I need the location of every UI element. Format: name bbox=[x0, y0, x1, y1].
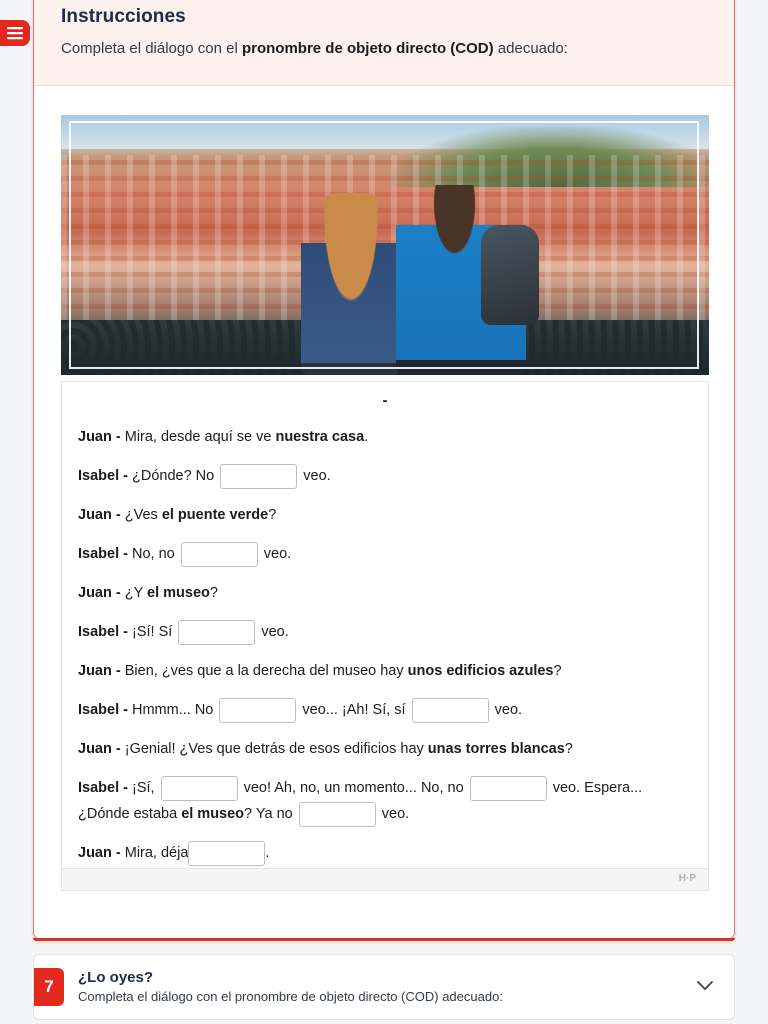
dialog-line-4: Isabel - No, no veo. bbox=[78, 541, 692, 567]
dialog-line-7: Juan - Bien, ¿ves que a la derecha del museo hay unos edificios azules? bbox=[78, 663, 562, 679]
activity-number-badge: 7 bbox=[34, 968, 64, 1006]
h5p-activity bbox=[61, 115, 709, 891]
answer-blank-8[interactable] bbox=[299, 802, 376, 827]
h5p-logo[interactable]: H·P bbox=[678, 873, 696, 884]
next-activity-item[interactable] bbox=[33, 954, 735, 1020]
h5p-footer bbox=[62, 868, 708, 890]
activity-card bbox=[33, 0, 735, 940]
instructions-text: Completa el diálogo con el pronombre de objeto directo (COD) adecuado: bbox=[61, 40, 568, 57]
dialog-line-1: Juan - Mira, desde aquí se ve nuestra casa. bbox=[78, 429, 369, 445]
dialog-line-11: Juan - Mira, déja . bbox=[78, 840, 692, 866]
answer-blank-5[interactable] bbox=[412, 698, 489, 723]
lisbon-couple-photo bbox=[61, 115, 709, 375]
answer-blank-2[interactable] bbox=[181, 542, 258, 567]
answer-blank-7[interactable] bbox=[470, 776, 547, 801]
answer-blank-3[interactable] bbox=[178, 620, 255, 645]
chevron-down-icon[interactable] bbox=[696, 979, 714, 991]
answer-blank-1[interactable] bbox=[220, 464, 297, 489]
answer-blank-9[interactable] bbox=[188, 841, 265, 866]
dialog-line-2: Isabel - ¿Dónde? No veo. bbox=[78, 463, 692, 489]
answer-blank-6[interactable] bbox=[161, 776, 238, 801]
activity-subtitle: Completa el diálogo con el pronombre de objeto directo (COD) adecuado: bbox=[78, 989, 503, 1004]
hamburger-menu-icon bbox=[7, 26, 23, 40]
dialog-line-9: Juan - ¡Genial! ¿Ves que detrás de esos edificios hay unas torres blancas? bbox=[78, 741, 573, 757]
dialog-exercise bbox=[61, 381, 709, 891]
answer-blank-4[interactable] bbox=[219, 698, 296, 723]
dialog-line-8: Isabel - Hmmm... No veo... ¡Ah! Sí, sí veo. bbox=[78, 697, 692, 723]
dialog-line-10: Isabel - ¡Sí, veo! Ah, no, un momento... No, no veo. Espera... ¿Dónde estaba el museo? Ya no veo. bbox=[78, 775, 692, 827]
separator: - bbox=[382, 392, 388, 409]
instructions-heading: Instrucciones bbox=[61, 6, 186, 27]
dialog-line-6: Isabel - ¡Sí! Sí veo. bbox=[78, 619, 692, 645]
instructions-panel bbox=[34, 0, 734, 86]
menu-button[interactable] bbox=[0, 20, 30, 46]
activity-title: ¿Lo oyes? bbox=[78, 969, 154, 986]
dialog-line-5: Juan - ¿Y el museo? bbox=[78, 585, 218, 601]
dialog-line-3: Juan - ¿Ves el puente verde? bbox=[78, 507, 277, 523]
